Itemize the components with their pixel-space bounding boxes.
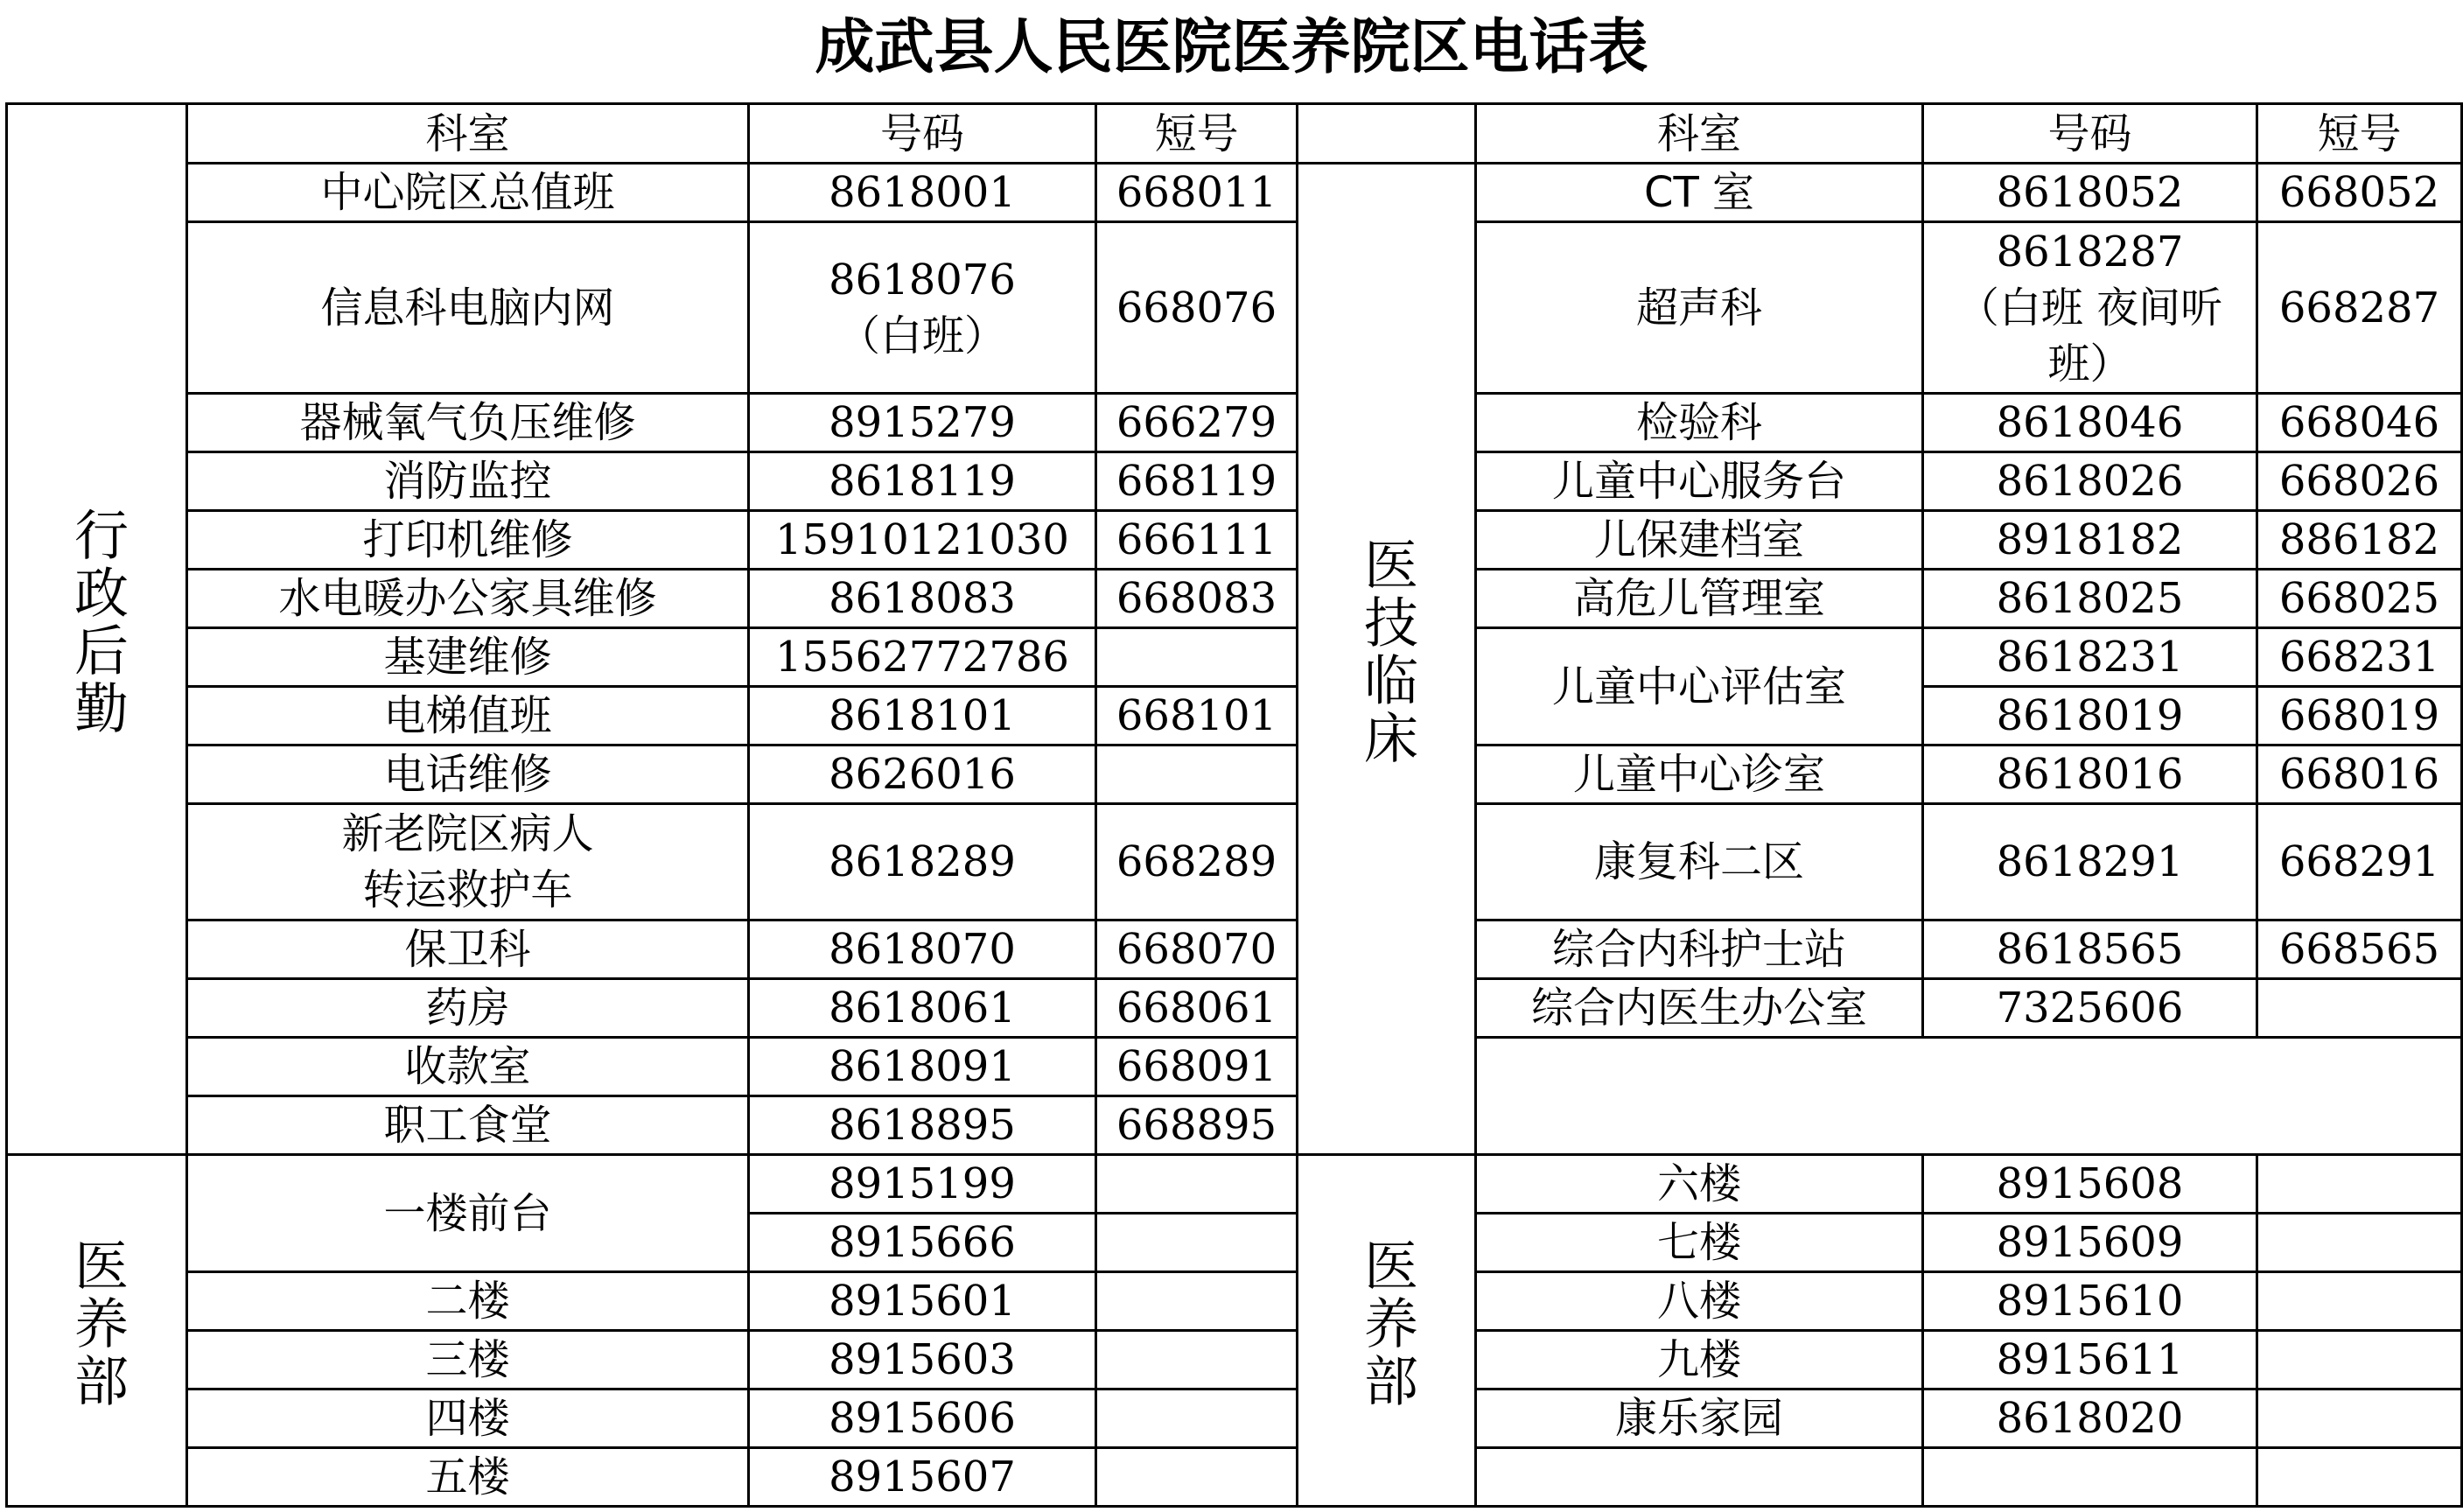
short-cell: 668287 xyxy=(2257,222,2462,394)
short-cell xyxy=(2257,1155,2462,1214)
header-row xyxy=(7,104,2462,164)
empty-block xyxy=(1476,1038,2462,1155)
section-admin-label: 行政后勤 xyxy=(65,507,129,738)
short-cell xyxy=(1096,1272,1298,1331)
dept-cell: 九楼 xyxy=(1476,1331,1923,1390)
short-cell: 668231 xyxy=(2257,628,2462,687)
number-cell: 8618052 xyxy=(1923,164,2257,222)
dept-cell: 综合内医生办公室 xyxy=(1476,979,1923,1038)
dept-cell: 四楼 xyxy=(187,1390,749,1448)
page-title: 成武县人民医院医养院区电话表 xyxy=(815,13,1648,82)
number-cell xyxy=(1923,222,2257,394)
dept-cell: 高危儿管理室 xyxy=(1476,570,1923,628)
dept-cell: 八楼 xyxy=(1476,1272,1923,1331)
short-cell: 668070 xyxy=(1096,920,1298,979)
section-medtech-label: 医技临床 xyxy=(1354,536,1419,767)
short-cell: 668046 xyxy=(2257,394,2462,452)
short-cell: 668091 xyxy=(1096,1038,1298,1096)
table-row xyxy=(7,920,2462,979)
dept-cell: 中心院区总值班 xyxy=(187,164,749,222)
dept-cell: 儿童中心服务台 xyxy=(1476,452,1923,511)
short-cell xyxy=(2257,1390,2462,1448)
short-cell: 668895 xyxy=(1096,1096,1298,1155)
dept-cell: 儿保建档室 xyxy=(1476,511,1923,570)
short-cell: 666111 xyxy=(1096,511,1298,570)
table-row xyxy=(7,687,2462,746)
number-cell: 8618091 xyxy=(749,1038,1096,1096)
section-yiyang-right-label: 医养部 xyxy=(1354,1236,1419,1410)
table-row xyxy=(7,452,2462,511)
number-cell: 8915610 xyxy=(1923,1272,2257,1331)
number-cell: 8915608 xyxy=(1923,1155,2257,1214)
number-cell: 8618070 xyxy=(749,920,1096,979)
number-note: （白班 夜间听 班） xyxy=(1956,283,2223,388)
short-cell xyxy=(1096,1155,1298,1214)
short-cell xyxy=(1096,1448,1298,1507)
section-medtech-cell xyxy=(1298,164,1476,1155)
yiyang-table xyxy=(5,1153,2463,1508)
dept-cell: 器械氧气负压维修 xyxy=(187,394,749,452)
dept-cell: 儿童中心评估室 xyxy=(1476,628,1923,746)
number-cell: 8618289 xyxy=(749,804,1096,920)
number-cell: 8915666 xyxy=(749,1214,1096,1272)
short-cell xyxy=(1096,746,1298,804)
dept-cell: 电梯值班 xyxy=(187,687,749,746)
short-cell: 668289 xyxy=(1096,804,1298,920)
header-short-left: 短号 xyxy=(1096,104,1298,164)
dept-cell: 康乐家园 xyxy=(1476,1390,1923,1448)
short-cell: 668119 xyxy=(1096,452,1298,511)
phone-directory-table xyxy=(5,102,2463,1156)
table-row xyxy=(7,628,2462,687)
dept-cell: 六楼 xyxy=(1476,1155,1923,1214)
number-value: 8618076 xyxy=(829,255,1016,304)
number-cell: 15910121030 xyxy=(749,511,1096,570)
short-cell: 668025 xyxy=(2257,570,2462,628)
number-cell: 8915611 xyxy=(1923,1331,2257,1390)
table-row xyxy=(7,164,2462,222)
number-cell xyxy=(1923,1448,2257,1507)
number-cell: 8618016 xyxy=(1923,746,2257,804)
table-row xyxy=(7,570,2462,628)
short-cell xyxy=(1096,1390,1298,1448)
short-cell xyxy=(2257,1214,2462,1272)
short-cell: 668026 xyxy=(2257,452,2462,511)
number-cell: 8618291 xyxy=(1923,804,2257,920)
header-dept-right: 科室 xyxy=(1476,104,1923,164)
short-cell: 668101 xyxy=(1096,687,1298,746)
dept-cell: 信息科电脑内网 xyxy=(187,222,749,394)
short-cell: 668565 xyxy=(2257,920,2462,979)
number-cell: 8618083 xyxy=(749,570,1096,628)
dept-cell xyxy=(187,804,749,920)
number-cell: 8618895 xyxy=(749,1096,1096,1155)
dept-cell: 超声科 xyxy=(1476,222,1923,394)
header-spacer xyxy=(1298,104,1476,164)
dept-cell: 二楼 xyxy=(187,1272,749,1331)
number-note: （白班） xyxy=(837,311,1006,360)
dept-cell: 电话维修 xyxy=(187,746,749,804)
number-cell: 8618231 xyxy=(1923,628,2257,687)
number-cell: 8618046 xyxy=(1923,394,2257,452)
dept-cell: 药房 xyxy=(187,979,749,1038)
header-short-right: 短号 xyxy=(2257,104,2462,164)
dept-cell: CT 室 xyxy=(1476,164,1923,222)
short-cell xyxy=(2257,1448,2462,1507)
table-row xyxy=(7,979,2462,1038)
section-yiyang-left-label: 医养部 xyxy=(65,1236,129,1410)
short-cell: 666279 xyxy=(1096,394,1298,452)
short-cell: 668019 xyxy=(2257,687,2462,746)
table-row xyxy=(7,1390,2462,1448)
section-yiyang-right-cell xyxy=(1298,1155,1476,1507)
section-admin-cell xyxy=(7,104,187,1155)
table-row xyxy=(7,1155,2462,1214)
short-cell: 668016 xyxy=(2257,746,2462,804)
number-value: 8618287 xyxy=(1996,227,2184,276)
short-cell: 886182 xyxy=(2257,511,2462,570)
dept-cell: 水电暖办公家具维修 xyxy=(187,570,749,628)
dept-cell: 五楼 xyxy=(187,1448,749,1507)
short-cell: 668011 xyxy=(1096,164,1298,222)
short-cell xyxy=(1096,1214,1298,1272)
short-cell: 668083 xyxy=(1096,570,1298,628)
short-cell xyxy=(2257,979,2462,1038)
table-row xyxy=(7,1448,2462,1507)
number-cell: 8626016 xyxy=(749,746,1096,804)
short-cell: 668076 xyxy=(1096,222,1298,394)
dept-cell xyxy=(1476,1448,1923,1507)
dept-cell: 基建维修 xyxy=(187,628,749,687)
dept-cell: 儿童中心诊室 xyxy=(1476,746,1923,804)
number-cell: 8915607 xyxy=(749,1448,1096,1507)
dept-line-1: 新老院区病人 xyxy=(341,809,594,858)
table-row xyxy=(7,1272,2462,1331)
dept-cell: 七楼 xyxy=(1476,1214,1923,1272)
short-cell: 668061 xyxy=(1096,979,1298,1038)
number-cell: 8915279 xyxy=(749,394,1096,452)
table-row xyxy=(7,222,2462,394)
short-cell xyxy=(2257,1272,2462,1331)
dept-cell: 消防监控 xyxy=(187,452,749,511)
short-cell: 668052 xyxy=(2257,164,2462,222)
table-row xyxy=(7,511,2462,570)
short-cell xyxy=(2257,1331,2462,1390)
dept-cell: 打印机维修 xyxy=(187,511,749,570)
number-cell: 8618025 xyxy=(1923,570,2257,628)
number-cell: 8915606 xyxy=(749,1390,1096,1448)
dept-cell: 康复科二区 xyxy=(1476,804,1923,920)
number-cell: 8915199 xyxy=(749,1155,1096,1214)
number-cell xyxy=(749,222,1096,394)
number-cell: 8618001 xyxy=(749,164,1096,222)
table-row xyxy=(7,1331,2462,1390)
table-row xyxy=(7,394,2462,452)
dept-cell: 三楼 xyxy=(187,1331,749,1390)
short-cell: 668291 xyxy=(2257,804,2462,920)
number-cell: 7325606 xyxy=(1923,979,2257,1038)
header-number-right: 号码 xyxy=(1923,104,2257,164)
section-yiyang-left-cell xyxy=(7,1155,187,1507)
table-row xyxy=(7,804,2462,920)
number-cell: 15562772786 xyxy=(749,628,1096,687)
number-cell: 8618101 xyxy=(749,687,1096,746)
number-cell: 8915601 xyxy=(749,1272,1096,1331)
dept-cell: 职工食堂 xyxy=(187,1096,749,1155)
number-cell: 8618026 xyxy=(1923,452,2257,511)
table-row xyxy=(7,1038,2462,1096)
header-dept-left: 科室 xyxy=(187,104,749,164)
number-cell: 8618565 xyxy=(1923,920,2257,979)
short-cell xyxy=(1096,1331,1298,1390)
header-number-left: 号码 xyxy=(749,104,1096,164)
number-cell: 8915603 xyxy=(749,1331,1096,1390)
number-cell: 8918182 xyxy=(1923,511,2257,570)
number-cell: 8618019 xyxy=(1923,687,2257,746)
number-cell: 8915609 xyxy=(1923,1214,2257,1272)
number-cell: 8618061 xyxy=(749,979,1096,1038)
dept-cell: 保卫科 xyxy=(187,920,749,979)
number-cell: 8618119 xyxy=(749,452,1096,511)
dept-cell: 检验科 xyxy=(1476,394,1923,452)
dept-cell: 综合内科护士站 xyxy=(1476,920,1923,979)
number-cell: 8618020 xyxy=(1923,1390,2257,1448)
short-cell xyxy=(1096,628,1298,687)
dept-line-2: 转运救护车 xyxy=(362,865,573,914)
table-row xyxy=(7,746,2462,804)
dept-cell: 一楼前台 xyxy=(187,1155,749,1272)
dept-cell: 收款室 xyxy=(187,1038,749,1096)
